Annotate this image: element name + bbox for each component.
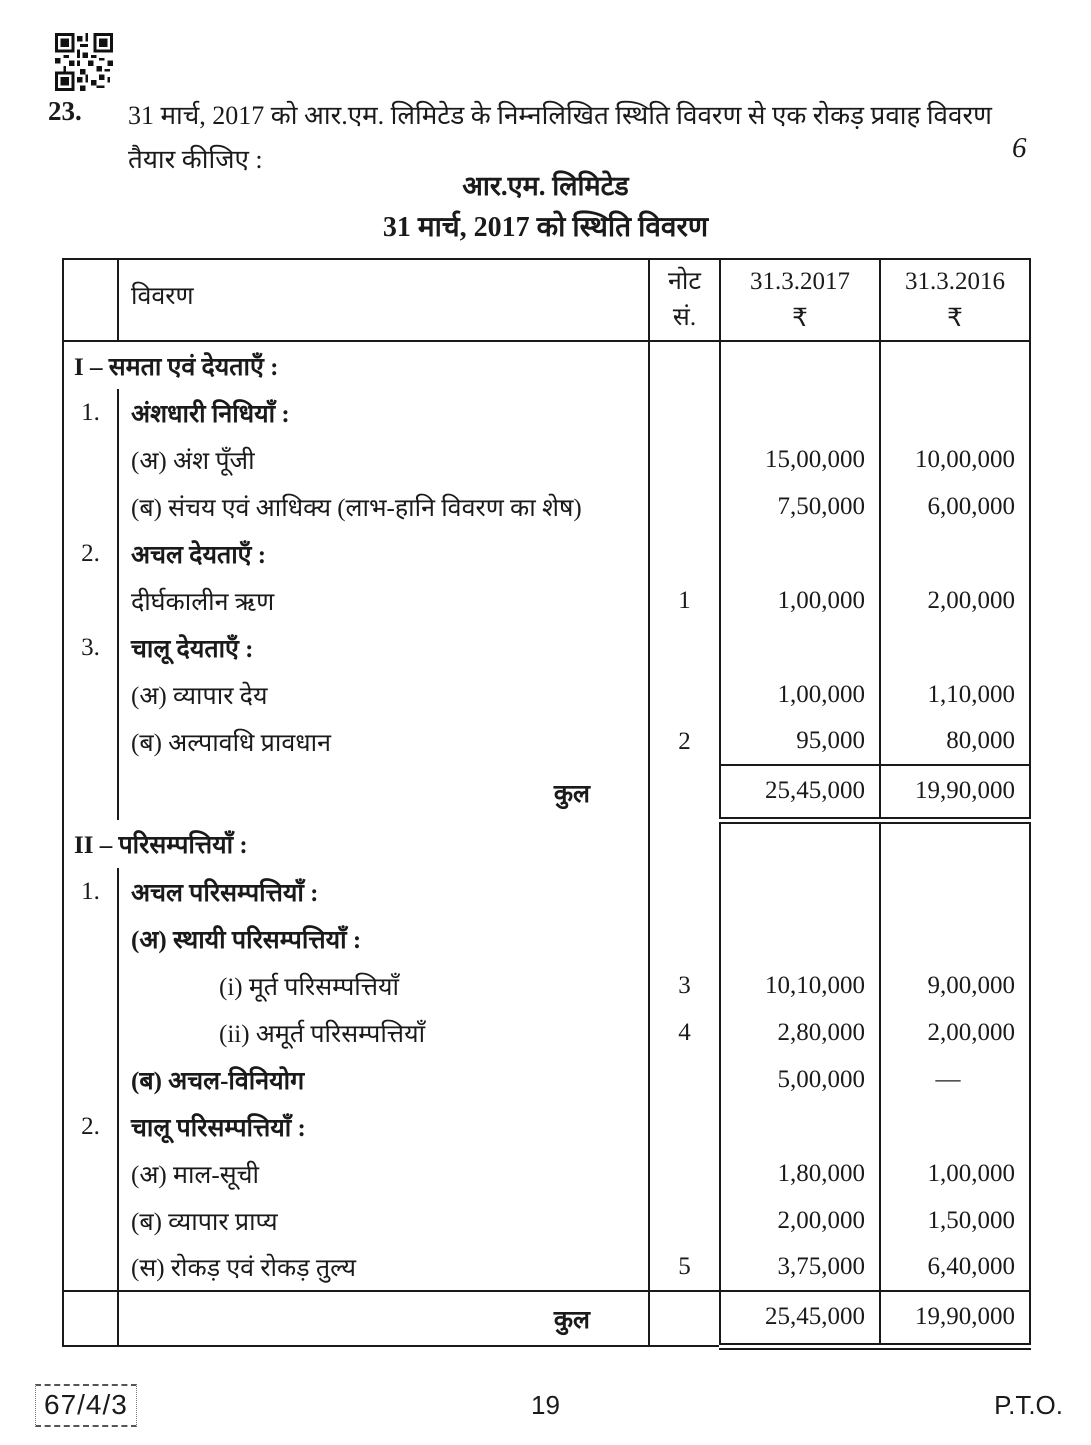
table-row	[63, 1150, 1030, 1197]
table-row	[63, 765, 1030, 820]
serial-cell	[63, 718, 118, 765]
amount-2016-cell	[880, 341, 1030, 389]
header-note-line1: नोट	[668, 268, 701, 295]
particulars-cell: (ब) संचय एवं आधिक्य (लाभ-हानि विवरण का शेष)	[131, 494, 582, 522]
particulars-cell: अचल देयताएँ :	[131, 541, 267, 569]
amount-2016-cell: 1,50,000	[880, 1197, 1030, 1244]
particulars-cell: (अ) व्यापार देय	[131, 682, 268, 710]
amount-2017-cell: 5,00,000	[777, 1065, 865, 1093]
amount-2016-cell: —	[880, 1056, 1030, 1103]
particulars-cell: (ब) अल्पावधि प्रावधान	[131, 729, 332, 757]
serial-cell: 1.	[63, 868, 118, 915]
balance-sheet-body	[63, 341, 1030, 1346]
amount-2017-cell: 1,00,000	[777, 586, 865, 614]
particulars-cell: दीर्घकालीन ऋण	[131, 588, 275, 616]
amount-2016-cell: 9,00,000	[880, 962, 1030, 1009]
serial-cell	[63, 1056, 118, 1103]
note-cell	[649, 530, 720, 577]
amount-2016-cell: 6,40,000	[880, 1244, 1030, 1291]
amount-2017-cell	[720, 389, 880, 436]
particulars-cell: (i) मूर्त परिसम्पत्तियाँ	[219, 973, 399, 1001]
section-heading-cell: I – समता एवं देयताएँ :	[74, 353, 279, 381]
table-row	[63, 577, 1030, 624]
amount-2016-cell: 19,90,000	[880, 1291, 1030, 1346]
note-cell	[649, 1197, 720, 1244]
amount-2016-cell: 2,00,000	[880, 1009, 1030, 1056]
table-row	[63, 1197, 1030, 1244]
serial-cell	[63, 1197, 118, 1244]
note-cell	[649, 1291, 720, 1346]
note-cell	[649, 624, 720, 671]
serial-cell: 2.	[63, 530, 118, 577]
amount-2016-cell	[880, 624, 1030, 671]
table-header-row	[63, 259, 1030, 341]
amount-2016-cell: 2,00,000	[880, 577, 1030, 624]
amount-2016-cell: 10,00,000	[880, 436, 1030, 483]
amount-2016-cell: 80,000	[880, 718, 1030, 765]
table-row	[63, 1291, 1030, 1346]
header-year-2016	[880, 259, 1030, 341]
particulars-cell: (ii) अमूर्त परिसम्पत्तियाँ	[219, 1020, 426, 1048]
particulars-cell: चालू देयताएँ :	[131, 635, 254, 663]
serial-cell	[63, 962, 118, 1009]
amount-2017-cell	[720, 530, 880, 577]
note-cell	[649, 436, 720, 483]
qr-code	[55, 33, 113, 91]
amount-2017-cell: 7,50,000	[777, 492, 865, 520]
table-row	[63, 1056, 1030, 1103]
rupee-symbol-2017: ₹	[792, 305, 808, 332]
header-2016-date: 31.3.2016	[905, 268, 1005, 295]
table-row	[63, 1244, 1030, 1291]
pto-label: P.T.O.	[994, 1390, 1063, 1420]
particulars-cell: (ब) अचल-विनियोग	[131, 1067, 305, 1095]
note-cell: 5	[649, 1244, 720, 1291]
balance-sheet-table	[62, 258, 1031, 1350]
table-row	[63, 389, 1030, 436]
amount-2016-cell	[880, 820, 1030, 868]
particulars-cell: अंशधारी निधियाँ :	[131, 400, 290, 428]
note-cell	[649, 1150, 720, 1197]
amount-2017-cell: 15,00,000	[765, 445, 865, 473]
particulars-cell: चालू परिसम्पत्तियाँ :	[131, 1114, 306, 1142]
amount-2016-cell: 1,00,000	[880, 1150, 1030, 1197]
table-row	[63, 624, 1030, 671]
table-row	[63, 1103, 1030, 1150]
note-cell	[649, 389, 720, 436]
amount-2017-cell	[720, 820, 880, 868]
rupee-symbol-2016: ₹	[947, 305, 963, 332]
table-row	[63, 483, 1030, 530]
table-row	[63, 671, 1030, 718]
amount-2017-cell	[720, 1103, 880, 1150]
serial-cell: 1.	[63, 389, 118, 436]
serial-cell	[63, 1150, 118, 1197]
paper-code: 67/4/3	[35, 1384, 137, 1427]
particulars-cell: (अ) स्थायी परिसम्पत्तियाँ :	[131, 926, 362, 954]
amount-2016-cell: 1,10,000	[880, 671, 1030, 718]
header-year-2017	[720, 259, 880, 341]
particulars-cell: कुल	[553, 780, 590, 808]
serial-cell: 2.	[63, 1103, 118, 1150]
particulars-cell: (स) रोकड़ एवं रोकड़ तुल्य	[131, 1255, 357, 1282]
section-heading-cell: II – परिसम्पत्तियाँ :	[74, 832, 248, 859]
amount-2017-cell: 95,000	[796, 727, 865, 754]
note-cell	[649, 915, 720, 962]
amount-2017-cell: 1,00,000	[777, 680, 865, 708]
question-text: 31 मार्च, 2017 को आर.एम. लिमिटेड के निम्नलिखित स्थिति विवरण से एक रोकड़ प्रवाह विवरण तैयार कीजिए :	[128, 101, 992, 174]
amount-2016-cell	[880, 1103, 1030, 1150]
particulars-cell: (ब) व्यापार प्राप्य	[131, 1208, 278, 1236]
note-cell	[649, 820, 720, 868]
note-cell: 4	[649, 1009, 720, 1056]
serial-cell	[63, 483, 118, 530]
amount-2016-cell	[880, 915, 1030, 962]
amount-2016-cell	[880, 868, 1030, 915]
particulars-cell: (अ) अंश पूँजी	[131, 447, 255, 475]
amount-2017-cell	[720, 341, 880, 389]
question-number: 23.	[48, 96, 82, 126]
amount-2017-cell	[720, 868, 880, 915]
amount-2017-cell: 2,00,000	[777, 1206, 865, 1234]
table-row	[63, 718, 1030, 765]
amount-2016-cell: 19,90,000	[880, 765, 1030, 820]
note-cell	[649, 341, 720, 389]
serial-cell	[63, 577, 118, 624]
amount-2017-cell	[720, 915, 880, 962]
amount-2017-cell: 3,75,000	[777, 1253, 865, 1280]
company-title: आर.एम. लिमिटेड	[462, 171, 629, 201]
serial-cell: 3.	[63, 624, 118, 671]
amount-2017-cell: 25,45,000	[720, 1291, 880, 1346]
amount-2017-cell: 10,10,000	[765, 971, 865, 999]
table-row	[63, 868, 1030, 915]
note-cell	[649, 483, 720, 530]
page-number: 19	[531, 1390, 560, 1420]
note-cell	[649, 671, 720, 718]
amount-2016-cell	[880, 389, 1030, 436]
serial-cell	[63, 671, 118, 718]
amount-2016-cell	[880, 530, 1030, 577]
header-particulars: विवरण	[118, 259, 649, 341]
note-cell	[649, 1103, 720, 1150]
header-serial	[63, 259, 118, 341]
amount-2017-cell: 1,80,000	[777, 1159, 865, 1187]
note-cell	[649, 1056, 720, 1103]
particulars-cell: अचल परिसम्पत्तियाँ :	[131, 879, 319, 907]
note-cell: 2	[649, 718, 720, 765]
serial-cell	[63, 1244, 118, 1291]
amount-2017-cell	[720, 624, 880, 671]
note-cell: 1	[649, 577, 720, 624]
table-row	[63, 820, 1030, 868]
serial-cell	[63, 765, 118, 820]
note-cell	[649, 765, 720, 820]
serial-cell	[63, 1009, 118, 1056]
table-row	[63, 530, 1030, 577]
note-cell	[649, 868, 720, 915]
amount-2017-cell: 2,80,000	[777, 1018, 865, 1046]
serial-cell	[63, 436, 118, 483]
header-note-line2: सं.	[672, 304, 697, 331]
serial-cell	[63, 1291, 118, 1346]
table-row	[63, 341, 1030, 389]
header-2017-date: 31.3.2017	[750, 268, 850, 295]
particulars-cell: कुल	[118, 1291, 649, 1346]
statement-subtitle: 31 मार्च, 2017 को स्थिति विवरण	[382, 212, 709, 243]
table-row	[63, 1009, 1030, 1056]
particulars-cell: (अ) माल-सूची	[131, 1161, 259, 1189]
header-note-number	[649, 259, 720, 341]
table-row	[63, 436, 1030, 483]
note-cell: 3	[649, 962, 720, 1009]
table-row	[63, 915, 1030, 962]
amount-2016-cell: 6,00,000	[880, 483, 1030, 530]
question-marks: 6	[1012, 132, 1027, 164]
serial-cell	[63, 915, 118, 962]
table-row	[63, 962, 1030, 1009]
amount-2017-cell: 25,45,000	[720, 765, 880, 820]
